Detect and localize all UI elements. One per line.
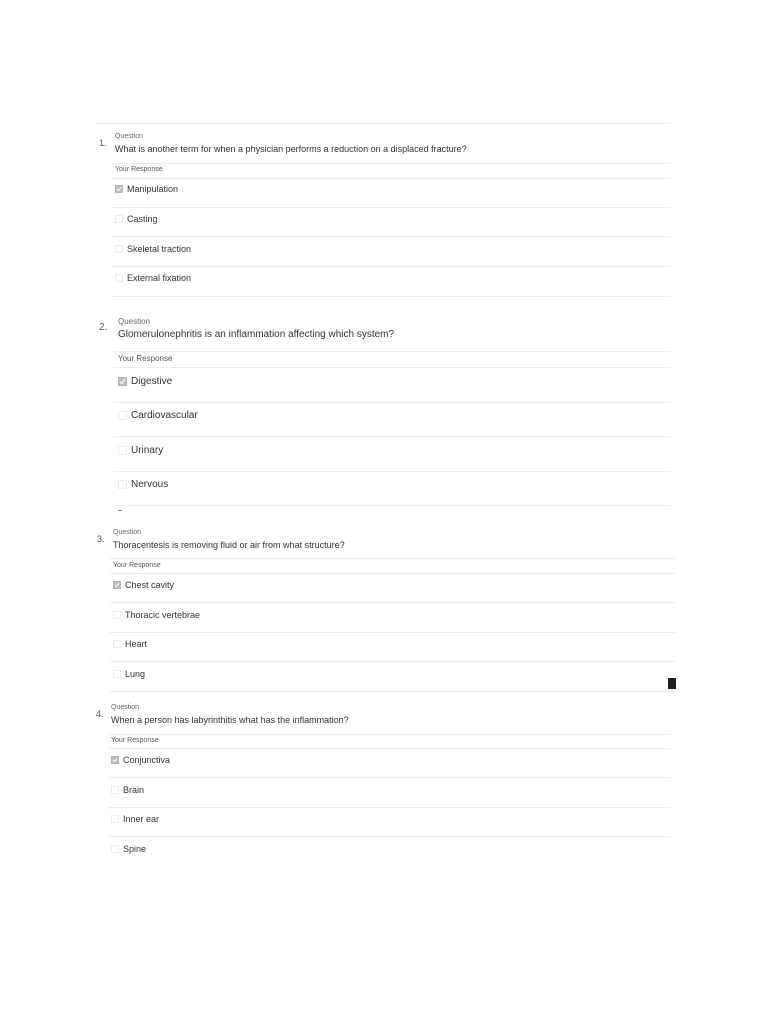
divider	[113, 471, 671, 472]
checkbox-icon[interactable]	[118, 446, 127, 455]
divider	[110, 573, 675, 574]
answer-option-label: Brain	[123, 785, 145, 795]
answer-option-digestive[interactable]	[118, 374, 172, 389]
answer-option-label: Casting	[127, 214, 158, 224]
answer-option-label: Urinary	[131, 445, 164, 456]
answer-option-brain[interactable]	[111, 783, 144, 797]
question-label: Question	[113, 529, 142, 536]
divider	[108, 748, 671, 749]
answer-option-skeletal-traction[interactable]	[115, 242, 191, 256]
checkbox-checked-icon[interactable]	[111, 756, 119, 764]
checkbox-icon[interactable]	[115, 215, 123, 223]
your-response-label: Your Response	[118, 354, 173, 363]
divider	[110, 661, 675, 662]
answer-option-cardiovascular[interactable]	[118, 408, 198, 423]
your-response-label: Your Response	[111, 737, 159, 744]
divider	[113, 436, 671, 437]
question-text: What is another term for when a physician performs a reduction on a displaced fracture?	[115, 144, 467, 154]
checkbox-checked-icon[interactable]	[115, 185, 123, 193]
divider	[113, 505, 671, 506]
checkbox-icon[interactable]	[113, 640, 121, 648]
question-text: Glomerulonephritis is an inflammation affecting which system?	[118, 329, 395, 340]
answer-option-heart[interactable]	[113, 637, 147, 651]
answer-option-label: Thoracic vertebrae	[125, 610, 201, 620]
answer-option-label: Manipulation	[127, 184, 179, 194]
divider	[108, 734, 671, 735]
checkbox-icon[interactable]	[113, 670, 121, 678]
answer-option-label: Heart	[125, 639, 148, 649]
divider	[113, 402, 671, 403]
answer-option-label: Cardiovascular	[131, 410, 198, 421]
divider	[112, 296, 671, 297]
answer-option-label: Inner ear	[123, 814, 160, 824]
answer-option-manipulation[interactable]	[115, 182, 178, 196]
answer-option-label: Nervous	[131, 479, 169, 490]
question-number: 3.	[97, 534, 105, 544]
answer-option-inner-ear[interactable]	[111, 812, 159, 826]
question-number: 1.	[99, 138, 107, 148]
answer-option-spine[interactable]	[111, 842, 146, 856]
divider	[110, 602, 675, 603]
checkbox-icon[interactable]	[115, 245, 123, 253]
divider	[110, 691, 675, 692]
checkbox-checked-icon[interactable]	[118, 377, 127, 386]
question-label: Question	[111, 704, 140, 711]
question-label: Question	[115, 133, 144, 140]
checkbox-checked-icon[interactable]	[113, 581, 121, 589]
your-response-label: Your Response	[113, 562, 161, 569]
answer-option-conjunctiva[interactable]	[111, 753, 170, 767]
answer-option-nervous[interactable]	[118, 477, 168, 492]
answer-option-label: External fixation	[127, 273, 192, 283]
divider	[108, 807, 671, 808]
answer-option-lung[interactable]	[113, 667, 145, 681]
question-text: When a person has labyrinthitis what has the inflammation?	[111, 715, 349, 725]
answer-option-label: Skeletal traction	[127, 244, 192, 254]
answer-option-label: Chest cavity	[125, 580, 175, 590]
divider	[110, 632, 675, 633]
answer-option-thoracic-vertebrae[interactable]	[113, 608, 200, 622]
checkbox-icon[interactable]	[118, 480, 127, 489]
checkbox-icon[interactable]	[115, 274, 123, 282]
top-divider	[96, 123, 671, 124]
checkbox-icon[interactable]	[113, 611, 121, 619]
question-number: 4.	[96, 709, 104, 719]
answer-option-casting[interactable]	[115, 212, 158, 226]
answer-option-label: Lung	[125, 669, 146, 679]
checkbox-icon[interactable]	[111, 786, 119, 794]
answer-option-label: Spine	[123, 844, 147, 854]
answer-option-label: Digestive	[131, 376, 173, 387]
stray-mark	[118, 510, 122, 511]
divider	[108, 777, 671, 778]
answer-option-external-fixation[interactable]	[115, 271, 191, 285]
checkbox-icon[interactable]	[111, 845, 119, 853]
question-number: 2.	[99, 322, 108, 333]
divider	[112, 178, 671, 179]
divider	[112, 207, 671, 208]
divider	[108, 836, 671, 837]
divider	[112, 266, 671, 267]
checkbox-icon[interactable]	[111, 815, 119, 823]
divider	[113, 367, 671, 368]
question-label: Question	[118, 317, 151, 326]
black-square-marker	[668, 678, 676, 689]
answer-option-label: Conjunctiva	[123, 755, 171, 765]
checkbox-icon[interactable]	[118, 411, 127, 420]
divider	[112, 163, 671, 164]
your-response-label: Your Response	[115, 166, 163, 173]
divider	[112, 236, 671, 237]
answer-option-urinary[interactable]	[118, 443, 163, 458]
question-text: Thoracentesis is removing fluid or air from what structure?	[113, 540, 345, 550]
divider	[113, 351, 671, 352]
divider	[110, 558, 675, 559]
answer-option-chest-cavity[interactable]	[113, 578, 174, 592]
